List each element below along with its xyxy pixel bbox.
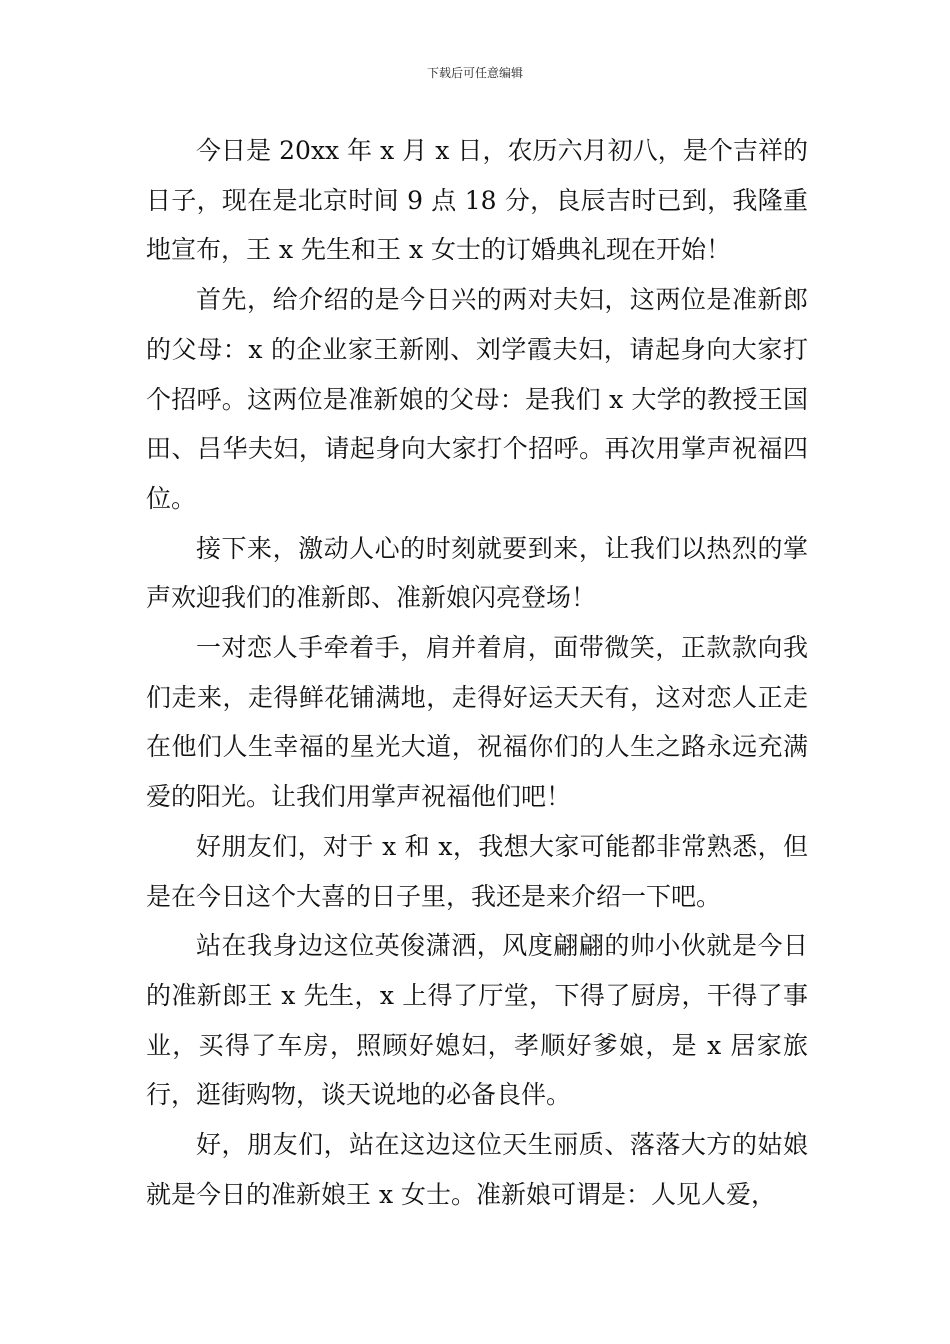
paragraph-opening: 今日是 20xx 年 x 月 x 日，农历六月初八，是个吉祥的日子，现在是北京时间 9 点 18 分，良辰吉时已到，我隆重地宣布，王 x 先生和王 x 女士的订婚典礼现在开始！ <box>146 136 808 265</box>
paragraph-couple-entrance: 接下来，激动人心的时刻就要到来，让我们以热烈的掌声欢迎我们的准新郎、准新娘闪亮登场！ <box>146 533 808 613</box>
document-body <box>146 126 808 1219</box>
paragraph-parents-introduction: 首先，给介绍的是今日兴的两对夫妇，这两位是准新郎的父母：x 的企业家王新刚、刘学霞夫妇，请起身向大家打个招呼。这两位是准新娘的父母：是我们 x 大学的教授王国田、吕华夫妇，请起身向大家打个招呼。再次用掌声祝福四位。 <box>146 285 808 513</box>
paragraph-couple-walking: 一对恋人手牵着手，肩并着肩，面带微笑，正款款向我们走来，走得鲜花铺满地，走得好运天天有，这对恋人正走在他们人生幸福的星光大道，祝福你们的人生之路永远充满爱的阳光。让我们用掌声祝福他们吧！ <box>146 633 808 812</box>
paragraph-groom-introduction: 站在我身边这位英俊潇洒，风度翩翩的帅小伙就是今日的准新郎王 x 先生，x 上得了厅堂，下得了厨房，干得了事业，买得了车房，照顾好媳妇，孝顺好爹娘，是 x 居家旅行，逛街购物，谈天说地的必备良伴。 <box>146 931 808 1110</box>
paragraph-bride-introduction: 好，朋友们，站在这边这位天生丽质、落落大方的姑娘就是今日的准新娘王 x 女士。准新娘可谓是：人见人爱， <box>146 1130 808 1209</box>
page-header: 下载后可任意编辑 <box>426 66 523 80</box>
paragraph-introduction-lead: 好朋友们，对于 x 和 x，我想大家可能都非常熟悉，但是在今日这个大喜的日子里，我还是来介绍一下吧。 <box>146 831 808 911</box>
